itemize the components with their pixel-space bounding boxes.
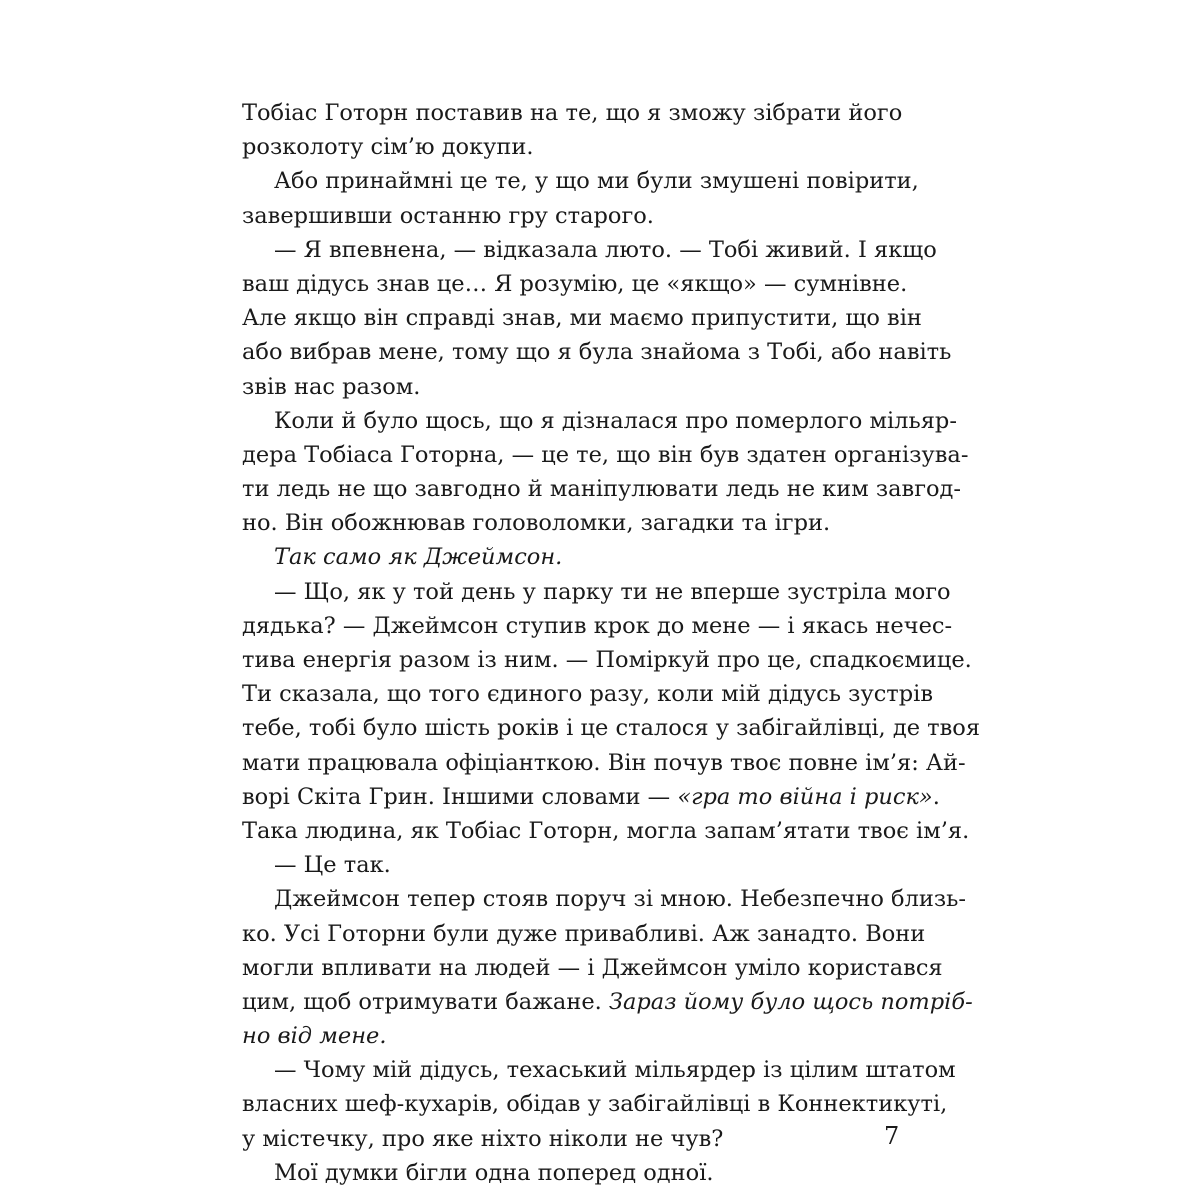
text-line: дядька? — Джеймсон ступив крок до мене — і якась нечес- [242, 612, 953, 639]
page-number: 7 [884, 1122, 900, 1150]
text-line: розколоту сім’ю докупи. [242, 134, 534, 161]
text-line: Мої думки бігли одна поперед одної. [274, 1159, 714, 1186]
text-line [242, 780, 940, 814]
text-line: мати працювала офіціанткою. Він почув твоє повне ім’я: Ай- [242, 749, 966, 776]
text-line: могли впливати на людей — і Джеймсон уміло користався [242, 954, 943, 981]
text-line: — Чому мій дідусь, техаський мільярдер із цілим штатом [274, 1057, 956, 1084]
text-line: но від мене. [242, 1023, 387, 1050]
text-line: тива енергія разом із ним. — Поміркуй про це, спадкоємице. [242, 647, 972, 673]
text-line: або вибрав мене, тому що я була знайома з Тобі, або навіть [242, 339, 952, 366]
text-line: Так само як Джеймсон. [274, 544, 563, 571]
text-line: — Це так. [274, 852, 391, 879]
text-line: Ти сказала, що того єдиного разу, коли мій дідусь зустрів [242, 681, 934, 708]
text-line: у містечку, про яке ніхто ніколи не чув? [242, 1125, 724, 1152]
text-line: Коли й було щось, що я дізналася про померлого мільяр- [274, 407, 957, 434]
text-segment: ворі Скіта Грин. Іншими словами — [242, 783, 678, 810]
text-line: звів нас разом. [242, 373, 421, 400]
text-line: но. Він обожнював головоломки, загадки та ігри. [242, 510, 831, 537]
text-line: ти ледь не що завгодно й маніпулювати ледь не ким завгод- [242, 476, 962, 503]
text-line: — Я впевнена, — відказала люто. — Тобі живий. І якщо [274, 236, 937, 263]
italic-segment: Зараз йому було щось потріб- [608, 988, 973, 1015]
text-line: Або принаймні це те, у що ми були змушені повірити, [274, 168, 919, 195]
text-line: власних шеф-кухарів, обідав у забігайлівці в Коннектикуті, [242, 1091, 948, 1118]
text-line: ко. Усі Готорни були дуже привабливі. Аж занадто. Вони [242, 920, 926, 947]
text-line [242, 985, 973, 1019]
book-page [242, 96, 981, 1190]
text-line: Тобіас Готорн поставив на те, що я зможу зібрати його [242, 100, 903, 126]
text-line: тебе, тобі було шість років і це сталося у забігайлівці, де твоя [242, 715, 981, 742]
text-line: Але якщо він справді знав, ми маємо припустити, що він [242, 305, 922, 332]
text-line: Джеймсон тепер стояв поруч зі мною. Небезпечно близь- [274, 886, 967, 913]
text-line: — Що, як у той день у парку ти не вперше зустріла мого [274, 578, 951, 605]
text-line: дера Тобіаса Готорна, — це те, що він був здатен організува- [242, 441, 969, 468]
text-line: Така людина, як Тобіас Готорн, могла запам’ятати твоє ім’я. [242, 817, 970, 844]
text-segment: . [932, 783, 940, 810]
italic-segment: «гра то війна і риск» [677, 783, 933, 810]
text-segment: цим, щоб отримувати бажане. [242, 988, 609, 1015]
text-line: ваш дідусь знав це… Я розумію, це «якщо» — сумнівне. [242, 270, 908, 297]
text-line: завершивши останню гру старого. [242, 202, 654, 229]
